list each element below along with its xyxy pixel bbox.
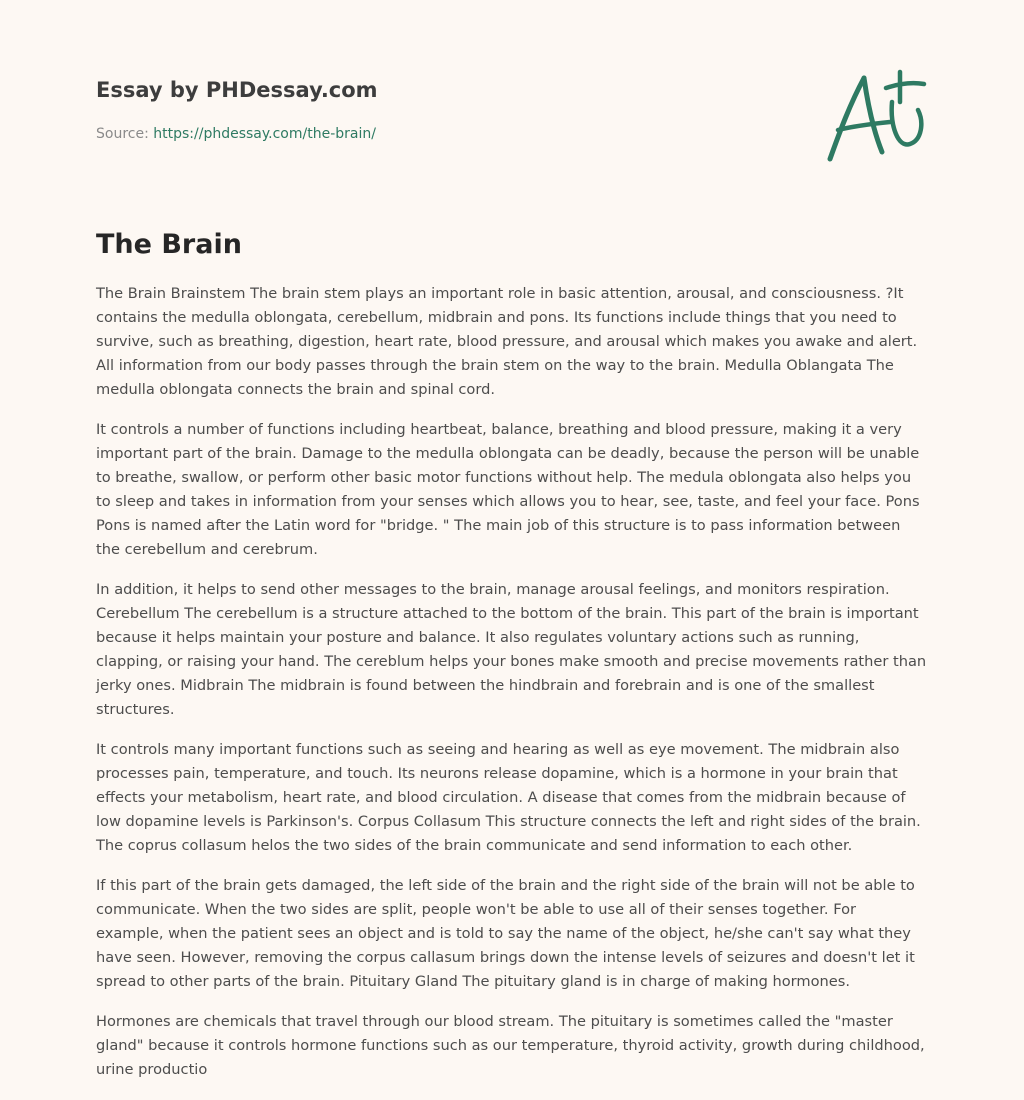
- source-line: [96, 124, 796, 144]
- source-label: Source:: [96, 126, 149, 142]
- source-link[interactable]: https://phdessay.com/the-brain/: [153, 126, 376, 142]
- a-plus-logo-icon: [820, 66, 930, 166]
- essay-paragraph: Hormones are chemicals that travel through our blood stream. The pituitary is sometimes called the "master gland" because it controls hormone functions such as our temperature, thyroid activity, growth during childhood, urine productio: [96, 1013, 925, 1078]
- essay-paragraph: It controls many important functions such as seeing and hearing as well as eye movement. The midbrain also processes pain, temperature, and touch. Its neurons release dopamine, which is a hormone in your brain that effects your metabolism, heart rate, and blood circulation. A disease that comes from the midbrain because of low dopamine levels is Parkinson's. Corpus Collasum This structure connects the left and right sides of the brain. The coprus collasum helos the two sides of the brain communicate and send information to each other.: [96, 741, 921, 854]
- essay-paragraph: In addition, it helps to send other messages to the brain, manage arousal feelings, and monitors respiration. Cerebellum The cerebellum is a structure attached to the bottom of the brain. This part of the brain is important because it helps maintain your posture and balance. It also regulates voluntary actions such as running, clapping, or raising your hand. The cereblum helps your bones make smooth and precise movements rather than jerky ones. Midbrain The midbrain is found between the hindbrain and forebrain and is one of the smallest structures.: [96, 581, 927, 718]
- site-title: Essay by PHDessay.com: [96, 78, 378, 102]
- essay-paragraph: If this part of the brain gets damaged, the left side of the brain and the right side of the brain will not be able to communicate. When the two sides are split, people won't be able to use all of their senses together. For example, when the patient sees an object and is told to say the name of the object, he/she can't say what they have seen. However, removing the corpus callasum brings down the intense levels of seizures and doesn't let it spread to other parts of the brain. Pituitary Gland The pituitary gland is in charge of making hormones.: [96, 877, 915, 990]
- essay-title: The Brain: [96, 229, 242, 260]
- essay-paragraph: The Brain Brainstem The brain stem plays an important role in basic attention, arousal, and consciousness. ?It contains the medulla oblongata, cerebellum, midbrain and pons. Its functions include things that you need to survive, such as breathing, digestion, heart rate, blood pressure, and arousal which makes you awake and alert. All information from our body passes through the brain stem on the way to the brain. Medulla Oblangata The medulla oblongata connects the brain and spinal cord.: [96, 285, 918, 398]
- essay-content: [96, 226, 928, 1098]
- essay-paragraph: It controls a number of functions including heartbeat, balance, breathing and blood pressure, making it a very important part of the brain. Damage to the medulla oblongata can be deadly, because the person will be unable to breathe, swallow, or perform other basic motor functions without help. The medula oblongata also helps you to sleep and takes in information from your senses which allows you to hear, see, taste, and feel your face. Pons Pons is named after the Latin word for "bridge. " The main job of this structure is to pass information between the cerebellum and cerebrum.: [96, 421, 920, 558]
- header: [96, 76, 796, 144]
